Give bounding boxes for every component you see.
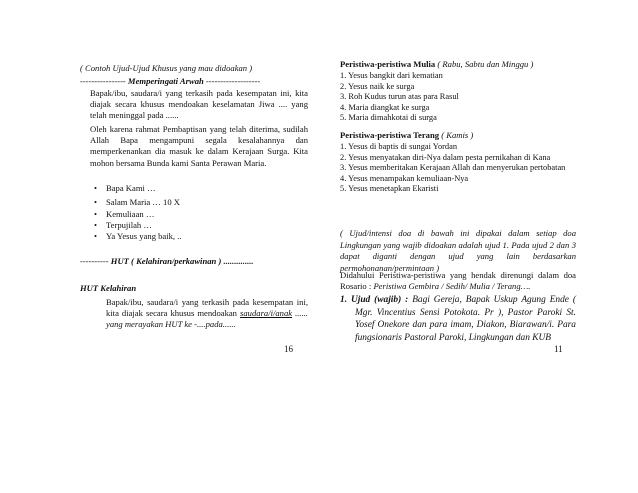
arwah-heading: ---------------- Memperingati Arwah ------------------- (80, 76, 261, 86)
arwah-paragraph-1: Bapak/ibu, saudara/i yang terkasih pada kesempatan ini, kita diajak secara khusus mendoakan keselamatan Jiwa .... yang telah meninggal pada ...... (90, 88, 308, 121)
arwah-paragraph-2: Oleh karena rahmat Pembaptisan yang telah diterima, sudilah Allah Bapa mengampuni segala kesalahannya dan memperkenankan dia masuk ke dalam Kerajaan Surga. Kita mohon bersama Bunda kami Santa Perawan Maria. (90, 124, 308, 168)
intentions-note: ( Contoh Ujud-Ujud Khusus yang mau didoakan ) (80, 63, 253, 73)
hut-heading: HUT Kelahiran (80, 283, 137, 293)
prayer-item: • Salam Maria … 10 X (94, 197, 180, 208)
page-number: 16 (284, 344, 293, 354)
terang-list (340, 142, 576, 195)
hut-underlined-name: saudara/i/anak (240, 308, 293, 319)
ujud-1: 1. Ujud (wajib) : Bagi Gereja, Bapak Uskup Agung Ende ( Mgr. Vincentius Sensi Potokota. Pr ), Pastor Paroki St. Yosef Onekore dan para imam, Diakon, Biarawan/i. Para fungsionaris Pastoral Paroki, Lingkungan dan KUB (340, 295, 577, 343)
right-page (320, 0, 638, 493)
prayer-item: • Bapa Kami … (94, 183, 156, 193)
list-item: 5. Yesus menetapkan Ekaristi (340, 184, 439, 194)
page-number: 11 (554, 344, 563, 354)
list-item: 5. Maria dimahkotai di surga (340, 113, 437, 123)
intention-note: ( Ujud/intensi doa di bawah ini dipakai dalam setiap doa Lingkungan yang wajib didoakan adalah ujud 1. Pada ujud 2 dan 3 dapat diganti dengan ujud yang lain berdasarkan permohonanan/permintaan ) (340, 228, 576, 273)
prayer-item: • Kemuliaan … (94, 208, 155, 219)
prayer-item: • Terpujilah … (94, 219, 152, 230)
bullet-icon: • (94, 183, 98, 193)
list-item: 1. Yesus di baptis di sungai Yordan (340, 142, 458, 151)
bullet-icon: • (94, 219, 98, 230)
terang-heading: Peristiwa-peristiwa Terang ( Kamis ) (340, 130, 474, 140)
mulia-list (340, 71, 575, 124)
list-item: 1. Yesus bangkit dari kematian (340, 71, 443, 80)
bullet-icon: • (94, 208, 98, 219)
prayer-list (90, 183, 300, 242)
left-page (0, 0, 318, 493)
list-item: 2. Yesus naik ke surga (340, 81, 415, 91)
list-item: 4. Yesus menampakan kemuliaan-Nya (340, 173, 469, 183)
hut-divider: ---------- HUT ( Kelahiran/perkawinan ) .............. (80, 256, 254, 266)
bullet-icon: • (94, 231, 98, 242)
hut-paragraph: Bapak/ibu, saudara/i yang terkasih pada kesempatan ini, kita diajak secara khusus mendoakan saudara/i/anak ...... yang merayakan HUT ke -....pada...... (106, 297, 309, 330)
mulia-heading: Peristiwa-peristiwa Mulia ( Rabu, Sabtu dan Minggu ) (340, 59, 534, 69)
bullet-icon: • (94, 197, 98, 208)
rosary-intro: Didahului Peristiwa-peristiwa yang hendak direnungi dalam doa Rosario : Peristiwa Gembira / Sedih/ Mulia / Terang…. (340, 270, 576, 292)
list-item: 4. Maria diangkat ke surga (340, 102, 430, 112)
list-item: 3. Roh Kudus turun atas para Rasul (340, 92, 459, 102)
list-item: 2. Yesus menyatakan diri-Nya dalam pesta pernikahan di Kana (340, 152, 551, 162)
prayer-item: • Ya Yesus yang baik, .. (94, 231, 182, 242)
list-item: 3. Yesus memberitakan Kerajaan Allah dan menyerukan pertobatan (340, 163, 566, 173)
